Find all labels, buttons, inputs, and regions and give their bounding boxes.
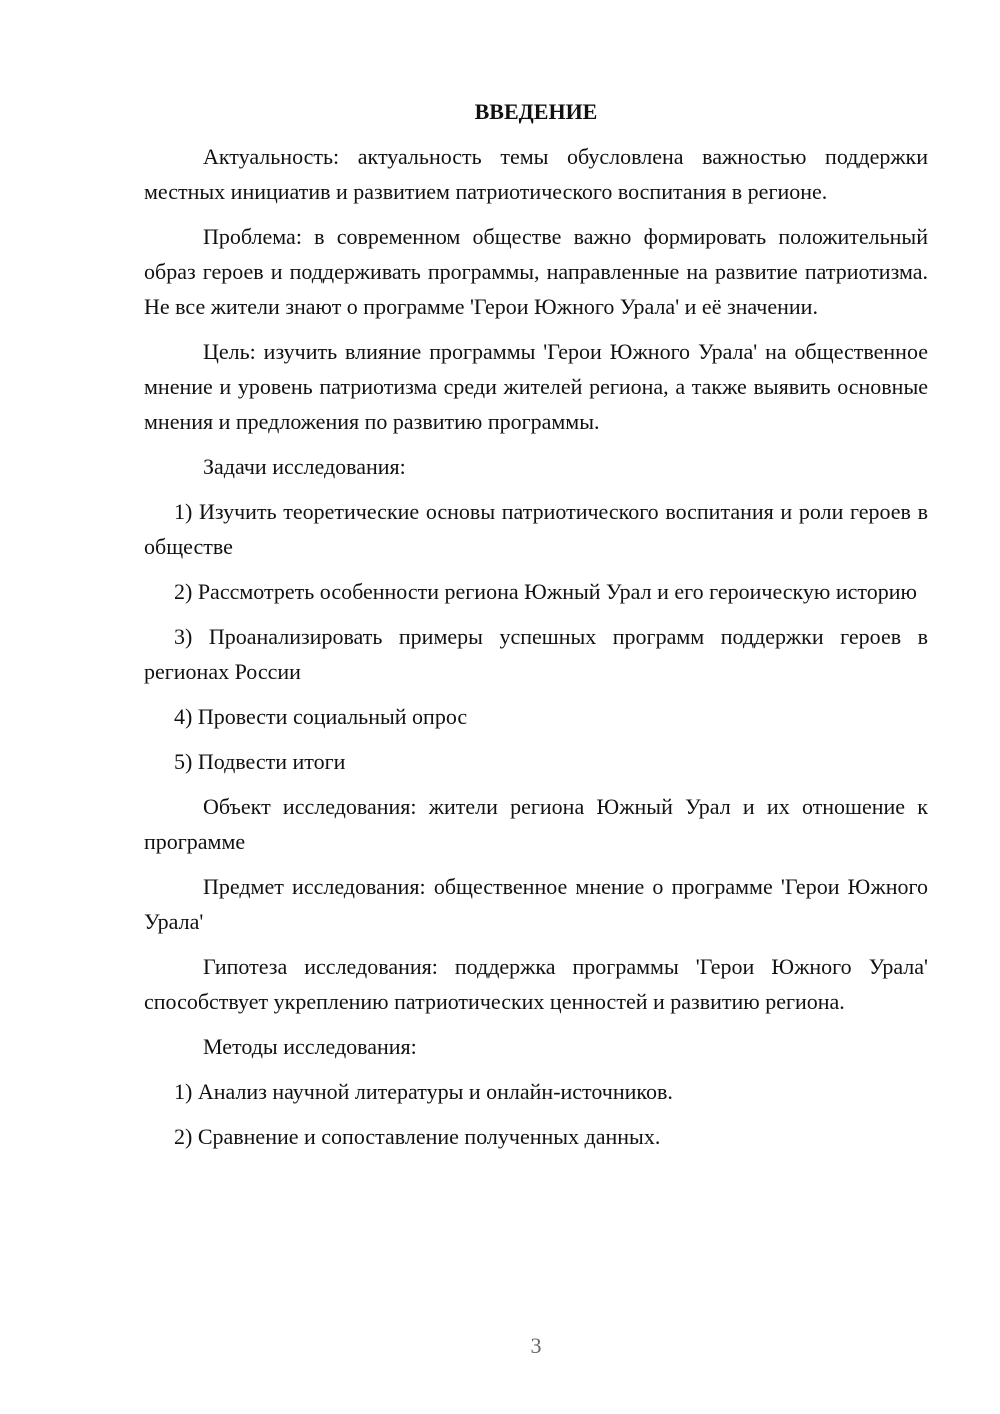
section-heading: ВВЕДЕНИЕ	[474, 99, 598, 124]
hypothesis-paragraph: Гипотеза исследования: поддержка программы 'Герои Южного Урала' способствует укреплению патриотических ценностей и развитию региона.	[144, 954, 928, 1014]
task-item-1: 1) Изучить теоретические основы патриотического воспитания и роли героев в обществе	[144, 499, 928, 559]
goal-paragraph: Цель: изучить влияние программы 'Герои Южного Урала' на общественное мнение и уровень патриотизма среди жителей региона, а также выявить основные мнения и предложения по развитию программы.	[144, 339, 928, 434]
method-item-1: 1) Анализ научной литературы и онлайн-источников.	[174, 1079, 673, 1104]
task-item-5: 5) Подвести итоги	[174, 749, 346, 774]
subject-paragraph: Предмет исследования: общественное мнение о программе 'Герои Южного Урала'	[144, 874, 928, 934]
task-item-4: 4) Провести социальный опрос	[174, 704, 468, 729]
method-item-2: 2) Сравнение и сопоставление полученных данных.	[174, 1124, 661, 1149]
task-item-2: 2) Рассмотреть особенности региона Южный Урал и его героическую историю	[174, 579, 917, 604]
task-item-3: 3) Проанализировать примеры успешных программ поддержки героев в регионах России	[144, 624, 928, 684]
methods-title: Методы исследования:	[203, 1034, 417, 1059]
problem-paragraph: Проблема: в современном обществе важно формировать положительный образ героев и поддерживать программы, направленные на развитие патриотизма. Не все жители знают о программе 'Герои Южного Урала' и её значении.	[144, 224, 928, 319]
relevance-paragraph: Актуальность: актуальность темы обусловлена важностью поддержки местных инициатив и развитием патриотического воспитания в регионе.	[144, 144, 928, 204]
tasks-title: Задачи исследования:	[203, 454, 406, 479]
page-number: 3	[530, 1333, 542, 1358]
object-paragraph: Объект исследования: жители региона Южный Урал и их отношение к программе	[144, 794, 928, 854]
page-content	[144, 94, 928, 1164]
